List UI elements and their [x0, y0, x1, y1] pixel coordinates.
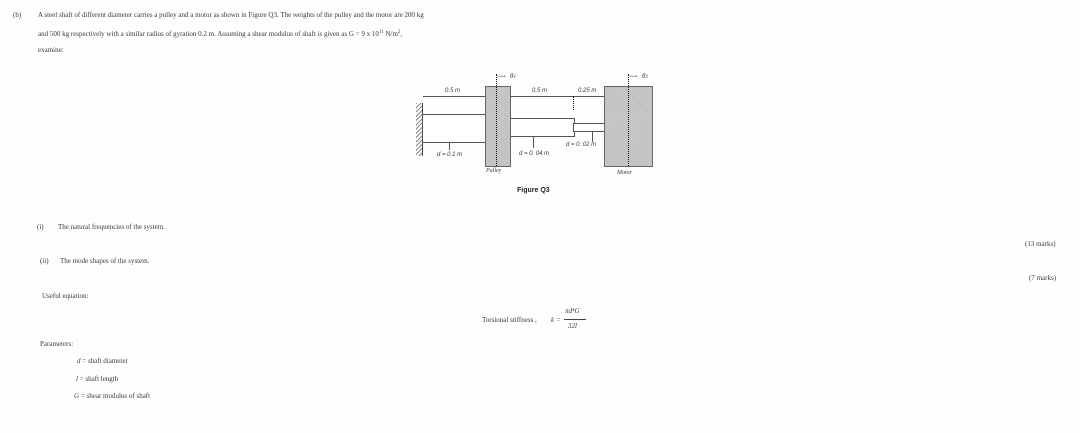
shaft-end-line: [573, 96, 574, 110]
useful-equation-heading: Useful equation:: [42, 292, 89, 300]
shaft-d-0-1: [422, 114, 487, 143]
d2-label: d = 0. 04 m: [519, 151, 550, 157]
shaft-d-0-04: [510, 118, 575, 137]
question-line-2: and 500 kg respectively with a similar radius of gyration 0.2 m. Assuming a shear modulus of shaft is given as G = 9 x $10^{11}$ $N/m^2$,: [38, 30, 403, 38]
motor-axis-line: [628, 74, 629, 166]
dimension-label-2: 0.5 m: [532, 88, 548, 94]
task-ii-text: The mode shapes of the system.: [60, 257, 150, 265]
question-line-1: A steel shaft of different diameter carries a pulley and a motor as shown in Figure Q3. The weights of the pulley and the motor are 200 kg: [38, 11, 424, 19]
d1-label: d = 0.1 m: [437, 152, 463, 158]
figure-caption: Figure Q3: [517, 187, 550, 194]
parameter-d: d = shaft diameter: [77, 357, 128, 365]
formula-denominator: 32l: [568, 322, 577, 330]
theta-1-arrow: ⟶: [497, 74, 506, 80]
theta-2-label: θ2: [642, 72, 648, 80]
d1-pointer: [449, 142, 450, 150]
d3-label: d = 0. 02 m: [566, 142, 597, 148]
formula-k: k =: [551, 316, 561, 324]
dimension-line-2: [510, 96, 573, 97]
part-label: (b): [13, 11, 22, 19]
parameters-heading: Parameters:: [40, 340, 74, 348]
pulley-axis-line: [496, 74, 497, 166]
task-i-text: The natural frequencies of the system.: [58, 223, 165, 231]
task-i-number: (i): [37, 223, 44, 231]
formula-label: Torsional stiffness ,: [482, 316, 537, 324]
formula-numerator: πd⁴G: [565, 307, 580, 315]
d2-pointer: [533, 137, 534, 148]
parameter-l: l = shaft length: [76, 375, 119, 383]
task-ii-marks: (7 marks): [1029, 274, 1057, 282]
dimension-line-3: [574, 96, 604, 97]
task-i-marks: (13 marks): [1025, 240, 1056, 248]
formula-fraction-bar: [564, 319, 586, 320]
pulley-label: Pulley: [486, 168, 502, 174]
parameter-g: G = shear modulus of shaft: [74, 392, 151, 400]
task-ii-number: (ii): [40, 257, 49, 265]
theta-1-label: θ1: [510, 72, 516, 80]
question-line-3: examine:: [38, 46, 64, 54]
motor-label: Motor: [617, 170, 632, 176]
dimension-line-1: [423, 96, 485, 97]
pulley-block: [485, 86, 511, 167]
shaft-d-0-02: [573, 123, 606, 132]
dimension-label-3: 0.25 m: [578, 88, 597, 94]
theta-2-arrow: ⟶: [629, 74, 638, 80]
dimension-label-1: 0.5 m: [445, 88, 461, 94]
